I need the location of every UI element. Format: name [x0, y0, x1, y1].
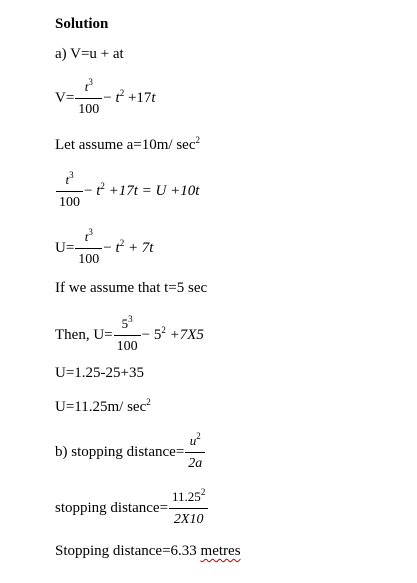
eq2-t2-exp: 2 [100, 180, 105, 191]
eq3-fraction [75, 228, 102, 269]
eq2-num-var: t [65, 172, 70, 187]
assume-time: If we assume that t=5 sec [55, 280, 208, 296]
eq4-tail: +7X5 [169, 326, 204, 343]
eq4-den: 100 [114, 335, 141, 356]
eq4-lhs: Then, U= [55, 326, 113, 343]
eq4-fraction [114, 315, 141, 356]
stopping-distance-calc [55, 488, 209, 529]
eq1-lhs: V= [55, 89, 75, 106]
eq2-t2-var: t [96, 182, 101, 199]
equation-u-substituted [55, 315, 204, 356]
eq4-five-exp: 2 [161, 324, 166, 335]
eq1-num-exp: 3 [88, 77, 93, 87]
eq2-fraction [56, 171, 83, 212]
equation-v [55, 78, 156, 119]
step-2 [55, 398, 151, 416]
eq3-den: 100 [75, 248, 102, 269]
eq1-den: 100 [75, 98, 102, 119]
equation-u-expanded [55, 171, 199, 212]
eq3-t2-exp: 2 [119, 237, 125, 248]
eq4-minus: − [141, 326, 151, 343]
part-b-label: b) stopping distance= [55, 443, 185, 460]
final-answer [55, 542, 241, 560]
step-2-text: U=11.25m/ sec [55, 399, 147, 415]
part-b-den: 2a [185, 452, 205, 473]
eq2-den: 100 [56, 191, 83, 212]
eq2-minus: − [84, 182, 93, 199]
sd-num: 11.25 [172, 489, 201, 504]
eq2-tail: +17t = U +10t [108, 182, 200, 199]
eq1-plus17: +17 [127, 89, 152, 106]
equation-u [55, 228, 153, 269]
assume-exp: 2 [195, 135, 201, 145]
sd-label: stopping distance= [55, 499, 169, 516]
eq2-num-exp: 3 [69, 170, 74, 180]
eq3-num-exp: 3 [88, 227, 93, 237]
eq4-num-base: 5 [121, 316, 129, 331]
eq1-t2-var: t [115, 89, 120, 106]
eq1-minus: − [103, 89, 112, 106]
eq3-lhs: U= [55, 239, 75, 256]
solution-heading: Solution [55, 16, 109, 32]
eq4-five: 5 [153, 326, 162, 343]
part-a-label: a) V=u + at [55, 46, 124, 62]
part-b-num-var: u [189, 433, 197, 448]
assume-text: Let assume a=10m/ sec [55, 137, 196, 153]
part-b-formula [55, 432, 206, 473]
final-unit: metres [200, 543, 241, 559]
sd-num-exp: 2 [200, 487, 206, 497]
step-1: U=1.25-25+35 [55, 365, 144, 381]
eq3-tail: + 7t [127, 239, 154, 256]
assume-acceleration [55, 136, 200, 154]
final-prefix: Stopping distance=6.33 [55, 543, 201, 559]
eq1-num-var: t [84, 79, 89, 94]
step-2-exp: 2 [146, 397, 151, 407]
eq3-minus: − [103, 239, 112, 256]
part-b-fraction [185, 432, 205, 473]
eq3-num-var: t [84, 229, 89, 244]
eq4-num-exp: 3 [128, 314, 133, 324]
sd-den: 2X10 [169, 508, 208, 529]
eq1-t2-exp: 2 [119, 87, 125, 98]
eq3-t2-var: t [115, 239, 120, 256]
eq1-t-var: t [151, 89, 156, 106]
eq1-fraction [75, 78, 102, 119]
sd-fraction [169, 488, 208, 529]
part-b-num-exp: 2 [196, 431, 201, 441]
